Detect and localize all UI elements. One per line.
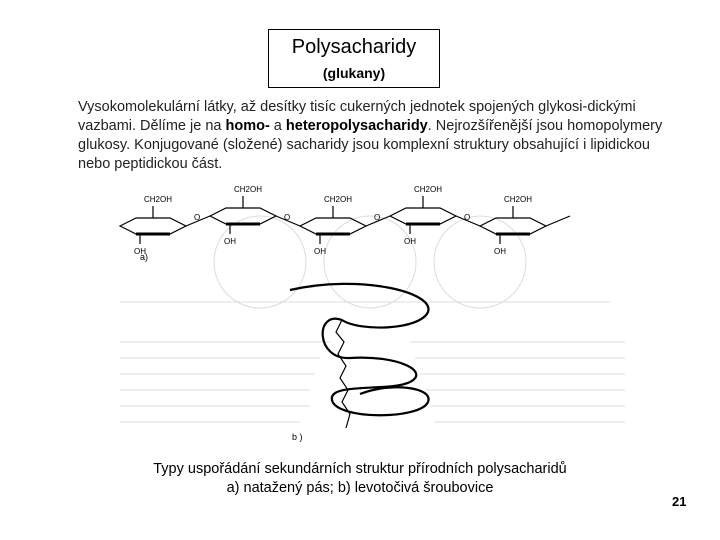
ch2oh-label-4: CH2OH bbox=[414, 185, 443, 194]
body-text-2: a bbox=[269, 118, 286, 134]
figure-label-a: a) bbox=[140, 252, 149, 262]
caption-line-1: Typy uspořádání sekundárních struktur přírodních polysacharidů bbox=[153, 461, 567, 477]
oh-label-4: OH bbox=[404, 237, 416, 246]
oh-label-2: OH bbox=[224, 237, 236, 246]
ch2oh-label-2: CH2OH bbox=[234, 185, 263, 194]
caption-line-2: a) natažený pás; b) levotočivá šroubovice bbox=[226, 480, 494, 496]
body-bold-hetero: heteropolysacharidy bbox=[285, 118, 428, 134]
helix-coil bbox=[290, 284, 429, 428]
figure-label-b: b ) bbox=[292, 432, 303, 442]
oh-label-1: OH bbox=[134, 247, 146, 256]
title-box bbox=[268, 29, 440, 88]
o-label-3: O bbox=[374, 213, 381, 222]
ch2oh-label-1: CH2OH bbox=[144, 195, 173, 204]
body-text-3: . Nejrozšířenější jsou homopolymery glukosy. Konjugované (složené) sacharidy jsou komplexní struktury obsahující i lipidickou nebo peptidickou část. bbox=[78, 118, 663, 172]
ch2oh-label-3: CH2OH bbox=[324, 195, 353, 204]
page-title: Polysacharidy bbox=[291, 36, 417, 58]
ch2oh-label-5: CH2OH bbox=[504, 195, 533, 204]
figure-caption bbox=[100, 460, 620, 498]
body-bold-homo: homo- bbox=[225, 118, 270, 134]
polysaccharide-structure-figure bbox=[110, 182, 630, 450]
body-paragraph bbox=[78, 98, 678, 174]
o-label-4: O bbox=[464, 213, 471, 222]
page-subtitle: (glukany) bbox=[322, 65, 386, 81]
body-text-1: Vysokomolekulární látky, až desítky tisíc cukerných jednotek spojených glykosi-dickými vazbami. Dělíme je na bbox=[78, 99, 636, 134]
o-label-2: O bbox=[284, 213, 291, 222]
oh-label-3: OH bbox=[314, 247, 326, 256]
page-number: 21 bbox=[672, 494, 687, 509]
o-label-1: O bbox=[194, 213, 201, 222]
oh-label-5: OH bbox=[494, 247, 506, 256]
figure-background-noise bbox=[120, 216, 625, 422]
